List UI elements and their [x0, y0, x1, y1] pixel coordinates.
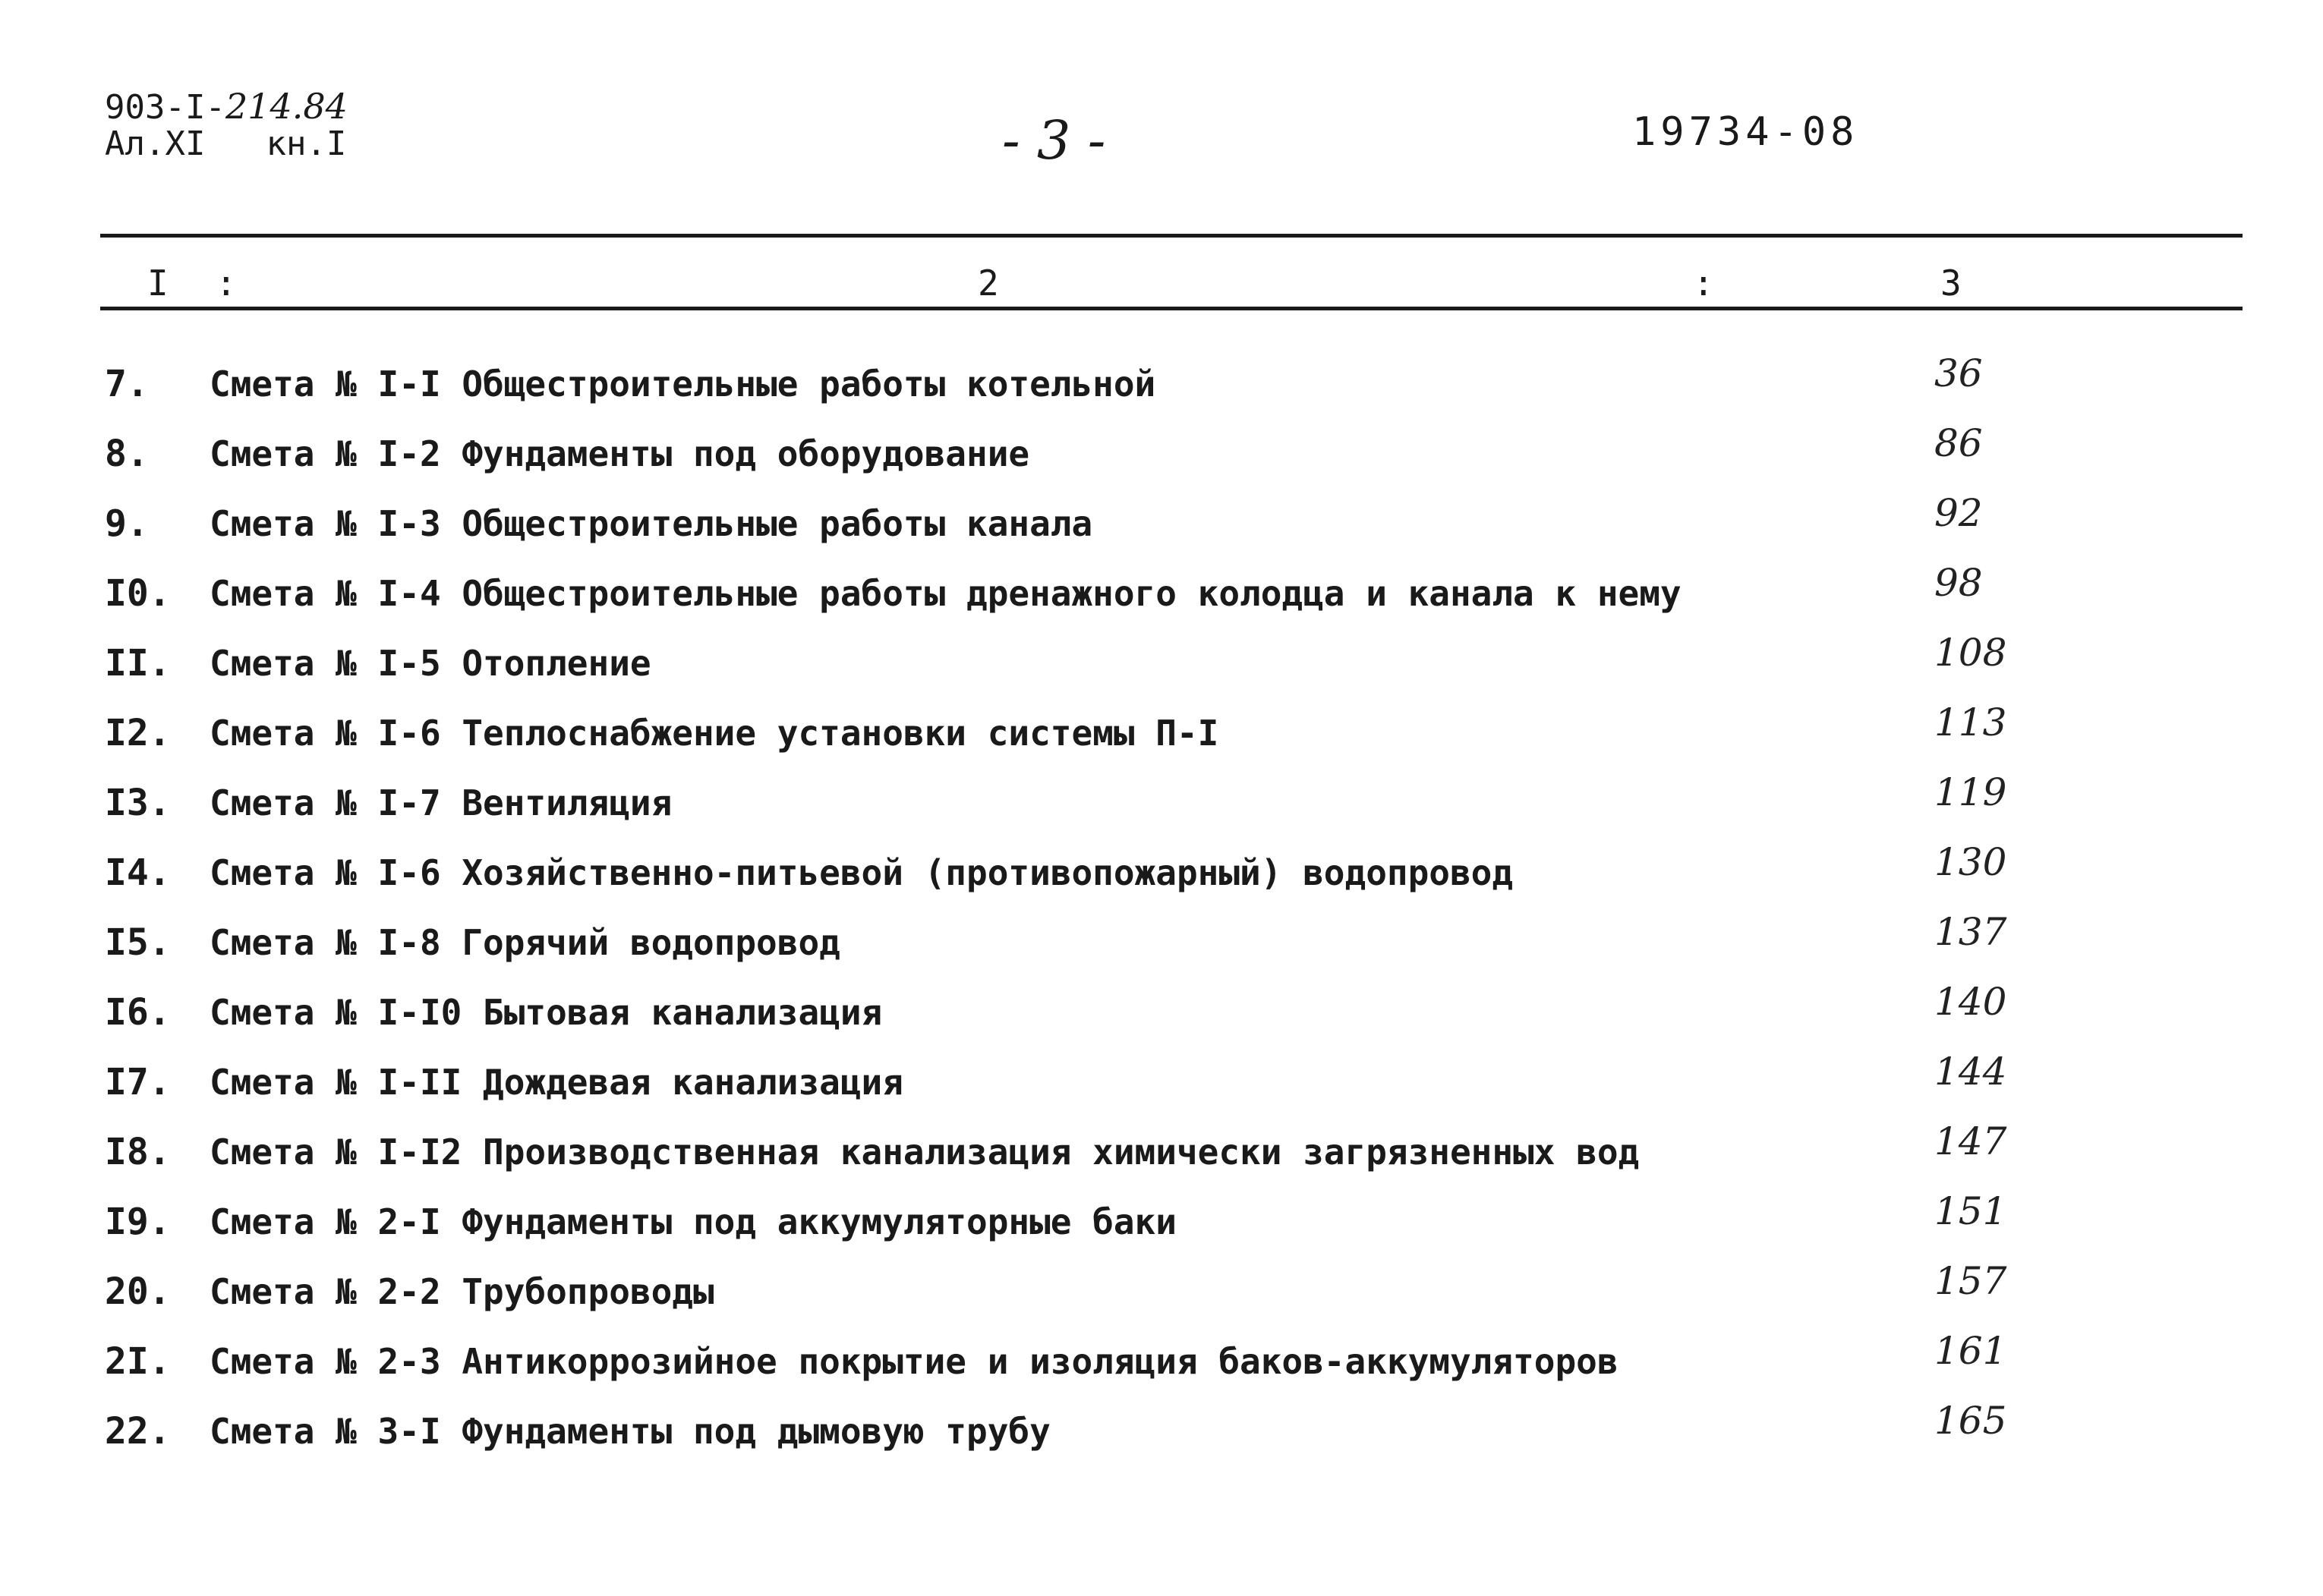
row-number: I7.: [105, 1061, 171, 1103]
row-title: Смета № I-I0 Бытовая канализация: [210, 992, 883, 1033]
row-title: Смета № I-6 Хозяйственно-питьевой (противопожарный) водопровод: [210, 852, 1514, 893]
row-number: I4.: [105, 852, 171, 894]
row-number: I3.: [105, 782, 171, 824]
row-page: 130: [1934, 840, 2007, 884]
table-row: [0, 1399, 2323, 1480]
row-number: 8.: [105, 433, 149, 475]
row-title: Смета № I-I Общестроительные работы котельной: [210, 364, 1156, 405]
book-label: кн.I: [266, 124, 347, 163]
estimate-list: [0, 351, 2323, 1480]
row-number: I2.: [105, 712, 171, 754]
column-separator-1: :: [216, 263, 237, 304]
page-number: - 3 -: [1002, 109, 1106, 172]
row-title: Смета № I-4 Общестроительные работы дренажного колодца и канала к нему: [210, 573, 1682, 614]
row-number: 22.: [105, 1410, 171, 1453]
row-title: Смета № 2-3 Антикоррозийное покрытие и изоляция баков-аккумуляторов: [210, 1341, 1619, 1382]
row-title: Смета № 3-I Фундаменты под дымовую трубу: [210, 1411, 1051, 1452]
row-page: 165: [1934, 1399, 2007, 1443]
row-page: 86: [1934, 421, 1983, 465]
row-number: I9.: [105, 1201, 171, 1243]
row-page: 157: [1934, 1259, 2007, 1303]
row-page: 119: [1934, 770, 2007, 814]
row-title: Смета № I-II Дождевая канализация: [210, 1062, 903, 1103]
row-page: 140: [1934, 980, 2007, 1024]
row-title: Смета № I-I2 Производственная канализация химически загрязненных вод: [210, 1132, 1640, 1173]
row-number: I5.: [105, 921, 171, 964]
inventory-number: 19734-08: [1632, 109, 1859, 155]
row-number: I6.: [105, 991, 171, 1034]
row-page: 137: [1934, 910, 2007, 954]
row-number: I0.: [105, 572, 171, 615]
row-page: 161: [1934, 1329, 2007, 1373]
column-separator-2: :: [1693, 263, 1714, 304]
album-label: Ал.XI: [105, 124, 206, 163]
row-page: 151: [1934, 1189, 2007, 1233]
row-page: 147: [1934, 1119, 2007, 1163]
row-title: Смета № I-8 Горячий водопровод: [210, 922, 840, 963]
table-header-rule: [100, 307, 2243, 310]
row-title: Смета № 2-2 Трубопроводы: [210, 1271, 714, 1312]
row-page: 113: [1934, 700, 2007, 744]
document-code-handwritten: 214.84: [225, 86, 348, 127]
document-code-prefix: 903-I-: [105, 88, 225, 127]
row-title: Смета № I-7 Вентиляция: [210, 782, 673, 823]
album-book-reference: [105, 124, 347, 163]
row-title: Смета № I-2 Фундаменты под оборудование: [210, 433, 1030, 474]
row-number: 9.: [105, 502, 149, 545]
row-number: 20.: [105, 1270, 171, 1313]
row-page: 92: [1934, 491, 1983, 535]
row-page: 98: [1934, 561, 1983, 605]
row-title: Смета № I-5 Отопление: [210, 643, 651, 684]
row-number: 7.: [105, 363, 149, 405]
row-number: 2I.: [105, 1340, 171, 1383]
row-page: 144: [1934, 1050, 2007, 1094]
row-number: I8.: [105, 1131, 171, 1173]
column-header-2: 2: [978, 263, 999, 304]
document-code: [105, 86, 348, 127]
column-header-3: 3: [1940, 263, 1962, 304]
row-number: II.: [105, 642, 171, 685]
table-top-rule: [100, 234, 2243, 238]
column-header-1: I: [147, 263, 169, 304]
row-title: Смета № I-6 Теплоснабжение установки системы П-I: [210, 713, 1219, 754]
row-title: Смета № I-3 Общестроительные работы канала: [210, 503, 1093, 544]
row-page: 108: [1934, 631, 2007, 675]
row-title: Смета № 2-I Фундаменты под аккумуляторные баки: [210, 1201, 1177, 1242]
row-page: 36: [1934, 351, 1983, 395]
